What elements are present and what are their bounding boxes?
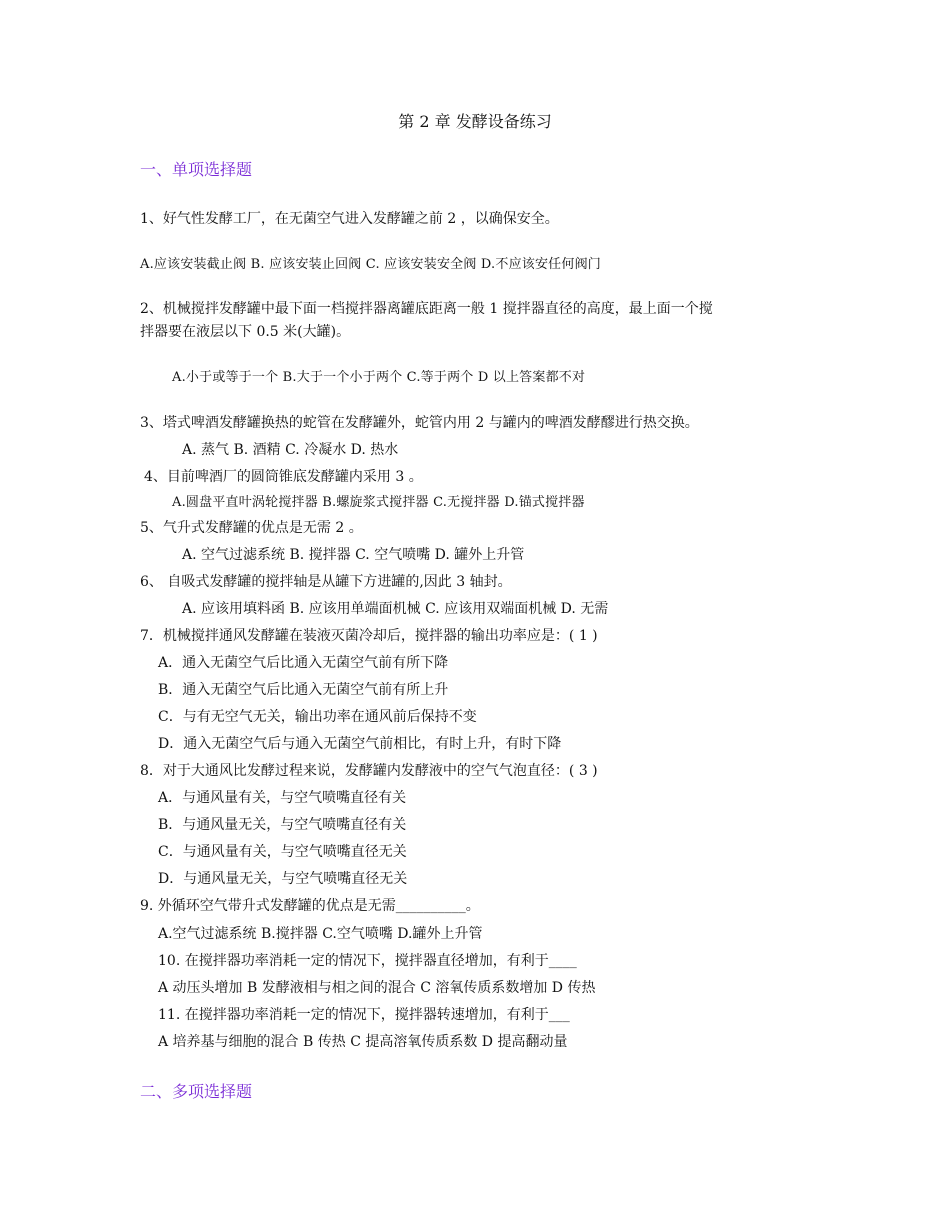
question-2-options: A.小于或等于一个 B.大于一个小于两个 C.等于两个 D 以上答案都不对 <box>172 370 586 385</box>
question-9-options: A.空气过滤系统 B.搅拌器 C.空气喷嘴 D.罐外上升管 <box>158 926 483 942</box>
page-title: 第 2 章 发酵设备练习 <box>398 112 552 131</box>
question-5: 5、气升式发酵罐的优点是无需 2 。 <box>140 520 363 536</box>
question-10: 10. 在搅拌器功率消耗一定的情况下，搅拌器直径增加，有利于____ <box>158 953 577 969</box>
question-6-options: A. 应该用填料函 B. 应该用单端面机械 C. 应该用双端面机械 D. 无需 <box>182 601 609 617</box>
question-8-option-c: C．与通风量有关，与空气喷嘴直径无关 <box>158 844 407 860</box>
question-4: 4、目前啤酒厂的圆筒锥底发酵罐内采用 3 。 <box>144 469 423 485</box>
question-2-line-2: 拌器要在液层以下 0.5 米(大罐)。 <box>140 324 351 340</box>
question-8-option-a: A．与通风量有关，与空气喷嘴直径有关 <box>158 790 407 806</box>
question-9: 9. 外循环空气带升式发酵罐的优点是无需__________。 <box>140 898 480 914</box>
question-3-options: A. 蒸气 B. 酒精 C. 冷凝水 D. 热水 <box>182 442 399 458</box>
question-3: 3、塔式啤酒发酵罐换热的蛇管在发酵罐外，蛇管内用 2 与罐内的啤酒发酵醪进行热交换。 <box>140 415 699 431</box>
section-heading-single-choice: 一、单项选择题 <box>140 160 253 179</box>
question-7-option-d: D．通入无菌空气后与通入无菌空气前相比，有时上升，有时下降 <box>158 736 562 752</box>
question-5-options: A. 空气过滤系统 B. 搅拌器 C. 空气喷嘴 D. 罐外上升管 <box>182 547 525 563</box>
question-1: 1、好气性发酵工厂，在无菌空气进入发酵罐之前 2 ，以确保安全。 <box>140 211 559 227</box>
question-8-option-d: D．与通风量无关，与空气喷嘴直径无关 <box>158 871 408 887</box>
question-11-options: A 培养基与细胞的混合 B 传热 C 提高溶氧传质系数 D 提高翻动量 <box>158 1034 568 1050</box>
question-7-option-b: B．通入无菌空气后比通入无菌空气前有所上升 <box>158 682 449 698</box>
question-4-options: A.圆盘平直叶涡轮搅拌器 B.螺旋浆式搅拌器 C.无搅拌器 D.锚式搅拌器 <box>172 495 585 510</box>
question-11: 11. 在搅拌器功率消耗一定的情况下，搅拌器转速增加，有利于___ <box>158 1007 570 1023</box>
question-8-option-b: B．与通风量无关，与空气喷嘴直径有关 <box>158 817 407 833</box>
question-10-options: A 动压头增加 B 发酵液相与相之间的混合 C 溶氧传质系数增加 D 传热 <box>158 980 596 996</box>
question-1-options: A.应该安装截止阀 B. 应该安装止回阀 C. 应该安装安全阀 D.不应该安任何阀门 <box>140 257 601 272</box>
question-7-option-a: A．通入无菌空气后比通入无菌空气前有所下降 <box>158 655 449 671</box>
question-2-line-1: 2、机械搅拌发酵罐中最下面一档搅拌器离罐底距离一般 1 搅拌器直径的高度，最上面一个搅 <box>140 301 713 317</box>
question-8: 8．对于大通风比发酵过程来说，发酵罐内发酵液中的空气气泡直径：( 3 ) <box>140 763 598 779</box>
section-heading-multiple-choice: 二、多项选择题 <box>140 1082 253 1101</box>
question-7-option-c: C．与有无空气无关，输出功率在通风前后保持不变 <box>158 709 477 725</box>
question-6: 6、 自吸式发酵罐的搅拌轴是从罐下方进罐的,因此 3 轴封。 <box>140 574 512 590</box>
question-7: 7．机械搅拌通风发酵罐在装液灭菌冷却后，搅拌器的输出功率应是：( 1 ) <box>140 628 598 644</box>
